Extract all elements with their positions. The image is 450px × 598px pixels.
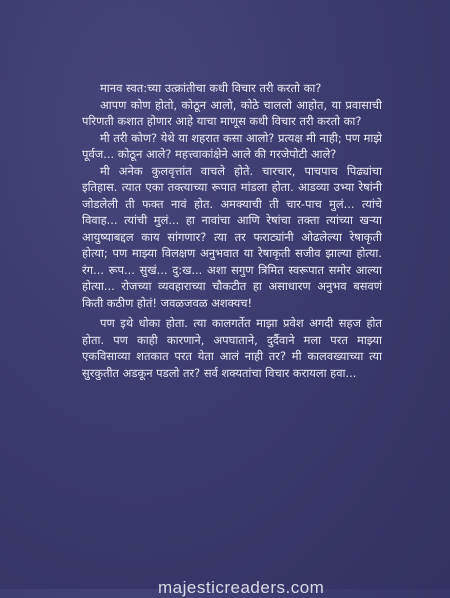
paragraph-4: मी अनेक कुलवृत्तांत वाचले होते. चारचार, पाचपाच पिढ्यांचा इतिहास. त्यात एका तक्त्याच्या रूपात मांडला होता. आडव्या उभ्या रेषांनी जोडलेली ती फक्त नावं होत. अमक्याची ती चार-पाच मुलं... त्यांचे विवाह... त्यांची मुलं... हा नावांचा आणि रेषांचा तक्ता त्यांच्या खऱ्या आयुष्याबद्दल काय सांगणार? त्या तर फराट्यांनी ओढलेल्या रेषाकृती होत्या; पण माझ्या विलक्षण अनुभवात या रेषाकृती सजीव झाल्या होत्या. रंग... रूप... सुखं... दु:ख... अशा सगुण त्रिमित स्वरूपात समोर आल्या होत्या... रोजच्या व्यवहाराच्या चौकटीत हा असाधारण अनुभव बसवणं किती कठीण होतं! जवळजवळ अशक्यच! <box>82 163 382 310</box>
paragraph-2: आपण कोण होतो, कोठून आलो, कोठे चाललो आहोत, या प्रवासाची परिणती कशात होणार आहे याचा माणूस कधी विचार तरी करतो का? <box>82 97 382 128</box>
site-watermark: majesticreaders.com <box>158 578 325 597</box>
paragraph-5: पण इथे धोका होता. त्या कालगर्तेत माझा प्रवेश अगदी सहज होत होता. पण काही कारणाने, अपघाताने, दुर्दैवाने मला परत माझ्या एकविसाव्या शतकात परत येता आलं नाही तर? मी कालवख्याच्या त्या सुरकुतीत अडकून पडलो तर? सर्व शक्यतांचा विचार करायला हवा... <box>82 316 382 380</box>
book-page-text <box>82 80 382 381</box>
paragraph-1: मानव स्वत:च्या उत्क्रांतीचा कधी विचार तरी करतो का? <box>100 81 322 95</box>
paragraph-3: मी तरी कोण? येथे या शहरात कसा आलो? प्रत्यक्ष मी नाही; पण माझे पूर्वज... कोठून आले? महत्त्वाकांक्षेने आले की गरजेपोटी आले? <box>82 130 382 161</box>
